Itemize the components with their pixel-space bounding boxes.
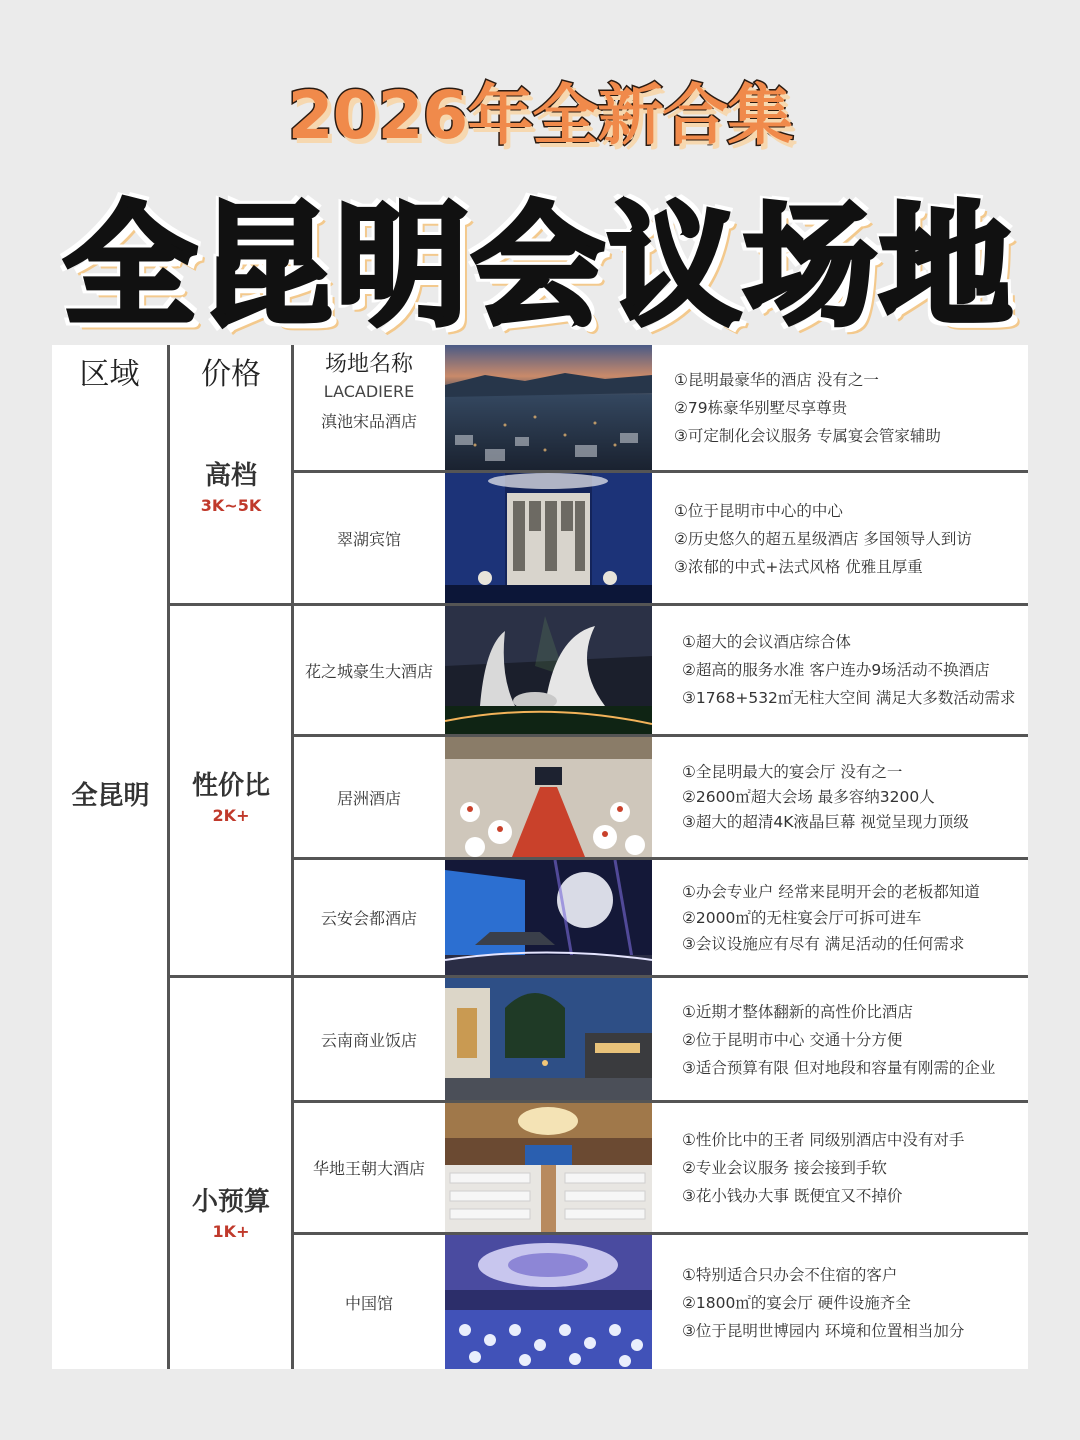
point: ①特别适合只办会不住宿的客户	[682, 1266, 898, 1284]
tier-name: 小预算	[191, 1187, 270, 1217]
point: ①超大的会议酒店综合体	[682, 633, 851, 651]
point: ②79栋豪华别墅尽享尊贵	[674, 398, 848, 417]
point: ②1800㎡的宴会厅 硬件设施齐全	[682, 1294, 911, 1312]
banquet-hall-photo	[445, 737, 652, 857]
venue-name	[293, 473, 445, 603]
venue-name-text: 华地王朝大酒店	[312, 1159, 425, 1178]
venue-description	[682, 743, 1038, 851]
header-venue: 场地名称	[324, 352, 413, 377]
venue-name-text: 居洲酒店	[336, 788, 401, 808]
ballroom-photo	[445, 1235, 652, 1369]
tier-price: 3K~5K	[200, 496, 262, 515]
venue-photo	[445, 606, 652, 734]
venue-name	[293, 737, 445, 857]
chinese-hall-photo	[445, 473, 652, 603]
point: ②位于昆明市中心 交通十分方便	[682, 1031, 903, 1049]
venue-name	[293, 1235, 445, 1369]
venue-photo	[445, 978, 652, 1100]
header-region: 区域	[79, 357, 140, 392]
point: ③花小钱办大事 既便宜又不掉价	[682, 1187, 903, 1205]
tier-high	[169, 455, 293, 515]
point: ②专业会议服务 接会接到手软	[682, 1159, 887, 1177]
point: ③适合预算有限 但对地段和容量有刚需的企业	[682, 1059, 996, 1077]
point: ②2000㎡的无柱宴会厅可拆可进车	[682, 909, 922, 927]
venue-description	[682, 615, 1038, 725]
venue-description	[682, 863, 1038, 973]
subtitle: 2026年全新合集	[287, 77, 793, 154]
venue-photo	[445, 1235, 652, 1369]
region-label: 全昆明	[71, 781, 150, 811]
hotel-entrance-photo	[445, 978, 652, 1100]
venue-photo	[445, 1103, 652, 1232]
venue-name-text: 翠湖宾馆	[336, 529, 401, 549]
venue-name	[293, 606, 445, 734]
tier-budget	[169, 1181, 293, 1241]
point: ③会议设施应有尽有 满足活动的任何需求	[682, 935, 965, 953]
page-title: 全昆明会议场地	[64, 190, 1016, 344]
venue-name	[293, 1103, 445, 1232]
venue-name	[293, 345, 445, 470]
venue-photo	[445, 345, 652, 470]
venue-photo	[445, 860, 652, 975]
point: ①全昆明最大的宴会厅 没有之一	[682, 762, 903, 781]
venue-name-cn: 滇池宋品酒店	[320, 412, 417, 431]
point: ①位于昆明市中心的中心	[674, 502, 843, 520]
point: ①办会专业户 经常来昆明开会的老板都知道	[682, 883, 980, 901]
venue-name-text: 中国馆	[344, 1293, 393, 1313]
venue-description	[674, 355, 1030, 460]
venue-name	[293, 978, 445, 1100]
tier-price: 2K+	[212, 806, 250, 825]
point: ②2600㎡超大会场 最多容纳3200人	[682, 787, 935, 806]
tier-name: 性价比	[191, 771, 270, 801]
point: ③浓郁的中式+法式风格 优雅且厚重	[674, 558, 923, 576]
point: ③1768+532㎡无柱大空间 满足大多数活动需求	[682, 689, 1016, 707]
point: ②历史悠久的超五星级酒店 多国领导人到访	[674, 530, 972, 548]
venue-table	[52, 345, 1028, 1369]
point: ①性价比中的王者 同级别酒店中没有对手	[682, 1131, 965, 1149]
car-launch-photo	[445, 860, 652, 975]
venue-description	[682, 985, 1038, 1095]
point: ③位于昆明世博园内 环境和位置相当加分	[682, 1322, 965, 1340]
venue-name-text: 云安会都酒店	[320, 909, 417, 928]
point: ③可定制化会议服务 专属宴会管家辅助	[674, 426, 941, 445]
venue-photo	[445, 737, 652, 857]
venue-description	[674, 485, 1030, 593]
tier-name: 高档	[204, 461, 257, 491]
venue-description	[682, 1247, 1038, 1359]
aerial-resort-photo	[445, 345, 652, 470]
venue-description	[682, 1113, 1038, 1223]
venue-photo	[445, 473, 652, 603]
twin-towers-photo	[445, 606, 652, 734]
venue-name-text: 花之城豪生大酒店	[304, 661, 433, 681]
venue-name-en: LACADIERE	[323, 382, 415, 401]
venue-name	[293, 860, 445, 975]
tier-price: 1K+	[212, 1222, 250, 1241]
point: ③超大的超清4K液晶巨幕 视觉呈现力顶级	[682, 812, 969, 831]
point: ①近期才整体翻新的高性价比酒店	[682, 1003, 913, 1021]
tier-value	[169, 765, 293, 825]
header-price: 价格	[201, 357, 261, 392]
point: ①昆明最豪华的酒店 没有之一	[674, 370, 879, 389]
point: ②超高的服务水准 客户连办9场活动不换酒店	[682, 661, 990, 679]
venue-name-text: 云南商业饭店	[320, 1030, 417, 1050]
meeting-room-photo	[445, 1103, 652, 1232]
